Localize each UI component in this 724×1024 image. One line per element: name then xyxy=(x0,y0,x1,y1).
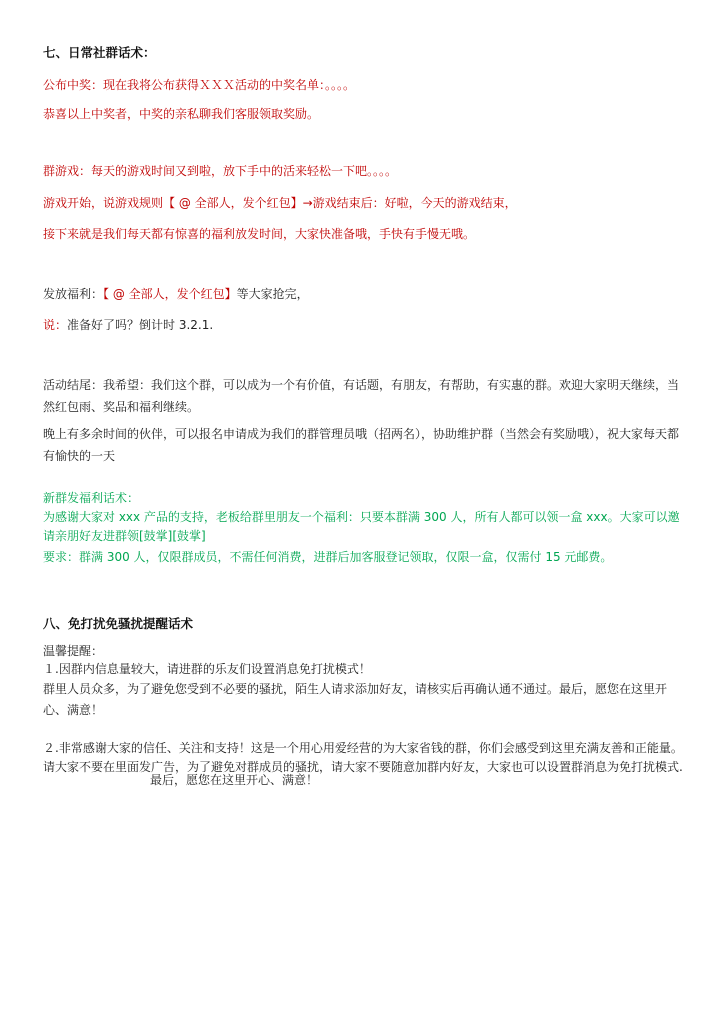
countdown-line xyxy=(43,317,213,333)
group-game-line: 群游戏：每天的游戏时间又到啦，放下手中的活来轻松一下吧。。。。 xyxy=(43,164,398,178)
reminder-item-2-body: ２.非常感谢大家的信任、关注和支持！这是一个用心用爱经营的为大家省钱的群，你们会感受到这里充满友善和正能量。请大家不要在里面发广告，为了避免对群成员的骚扰，请大家不要随意加群内好友，大家也可以设置群消息为免打扰模式. xyxy=(43,741,683,774)
lottery-announcement: 公布中奖：现在我将公布获得ＸＸＸ活动的中奖名单：。。。。 xyxy=(43,78,356,92)
welfare-line xyxy=(43,286,309,302)
section7-heading: 七、日常社群话术： xyxy=(43,45,156,60)
closing-paragraph: 活动结尾：我希望：我们这个群，可以成为一个有价值，有话题，有朋友，有帮助，有实惠的群。欢迎大家明天继续，当然红包雨、奖品和福利继续。 xyxy=(43,378,680,414)
welfare-prefix: 发放福利： xyxy=(43,287,104,301)
requirement-line: 要求：群满 300 人，仅限群成员，不需任何消费，进群后加客服登记领取，仅限一盒，仅需付 15 元邮费。 xyxy=(43,550,613,564)
evening-paragraph: 晚上有多余时间的伙伴，可以报名申请成为我们的群管理员哦（招两名），协助维护群（当然会有奖励哦），祝大家每天都有愉快的一天 xyxy=(43,427,680,463)
reminder-item-1-body: 群里人员众多，为了避免您受到不必要的骚扰，陌生人请求添加好友，请核实后再确认通不通过。最后，愿您在这里开心、满意！ xyxy=(43,682,668,717)
reminder-item-1-title: １.因群内信息量较大，请进群的乐友们设置消息免打扰模式！ xyxy=(43,662,371,676)
game-next-line: 接下来就是我们每天都有惊喜的福利放发时间，大家快准备哦，手快有手慢无哦。 xyxy=(43,227,476,241)
section8-heading: 八、免打扰免骚扰提醒话术 xyxy=(43,616,194,631)
new-group-title: 新群发福利话术： xyxy=(43,491,140,505)
new-group-paragraph: 为感谢大家对 xxx 产品的支持，老板给群里朋友一个福利：只要本群满 300 人，所有人都可以领一盒 xxx。大家可以邀请亲朋好友进群领[鼓掌][鼓掌] xyxy=(43,510,680,543)
reminder-title: 温馨提醒： xyxy=(43,644,104,658)
game-start-line: 游戏开始，说游戏规则【 @ 全部人，发个红包】→游戏结束后：好啦，今天的游戏结束， xyxy=(43,196,517,210)
welfare-bracket: 【 @ 全部人，发个红包】 xyxy=(103,287,237,301)
congrats-line: 恭喜以上中奖者，中奖的亲私聊我们客服领取奖励。 xyxy=(43,107,320,121)
reminder-item-2-tail: 最后，愿您在这里开心、满意！ xyxy=(150,773,319,787)
countdown-rest: 准备好了吗？倒计时 3.2.1. xyxy=(67,318,214,332)
welfare-suffix: 等大家抢完， xyxy=(236,287,309,301)
countdown-prefix: 说： xyxy=(43,318,68,332)
